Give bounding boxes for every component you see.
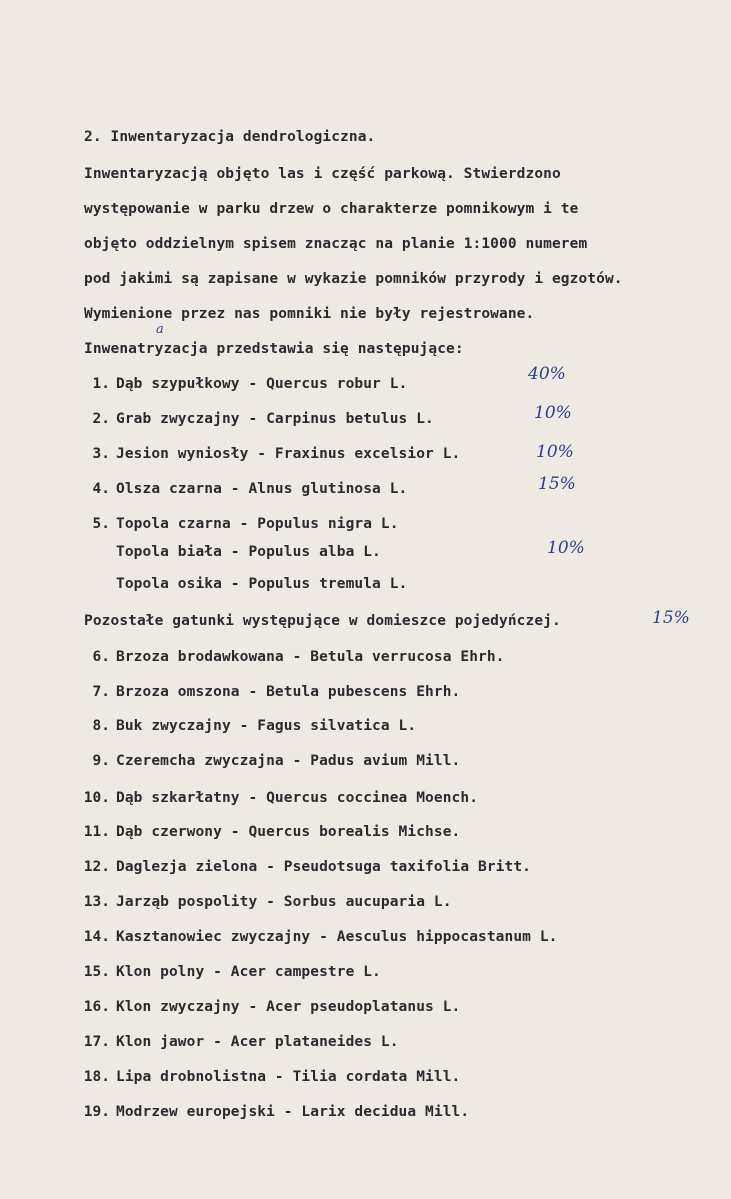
list-intro: Inwenatryzacja przedstawia się następujące: [84, 341, 464, 357]
species-number: 5. [92, 516, 110, 532]
species-name: Modrzew europejski - Larix decidua Mill. [116, 1104, 470, 1120]
intro-line: pod jakimi są zapisane w wykazie pomników przyrody i egzotów. [84, 271, 623, 287]
species-name: Jesion wyniosły - Fraxinus excelsior L. [116, 446, 461, 462]
handwritten-correction: a [156, 322, 164, 337]
remaining-intro: Pozostałe gatunki występujące w domieszce pojedyńczej. [84, 613, 561, 629]
species-name: Topola biała - Populus alba L. [116, 544, 381, 560]
species-name: Daglezja zielona - Pseudotsuga taxifolia Britt. [116, 859, 531, 875]
species-name: Topola osika - Populus tremula L. [116, 576, 408, 592]
species-name: Topola czarna - Populus nigra L. [116, 516, 399, 532]
species-number: 16. [83, 999, 110, 1015]
percentage-annotation: 15% [652, 608, 690, 628]
species-name: Klon zwyczajny - Acer pseudoplatanus L. [116, 999, 461, 1015]
species-number: 10. [83, 790, 110, 806]
species-name: Dąb szkarłatny - Quercus coccinea Moench. [116, 790, 479, 806]
species-number: 9. [92, 753, 110, 769]
species-name: Dąb szypułkowy - Quercus robur L. [116, 376, 408, 392]
species-number: 1. [92, 376, 110, 392]
intro-line: występowanie w parku drzew o charakterze pomnikowym i te [84, 201, 579, 217]
species-number: 15. [83, 964, 110, 980]
species-number: 8. [92, 718, 110, 734]
species-number: 2. [92, 411, 110, 427]
species-name: Brzoza omszona - Betula pubescens Ehrh. [116, 684, 461, 700]
species-name: Klon polny - Acer campestre L. [116, 964, 381, 980]
section-heading: 2. Inwentaryzacja dendrologiczna. [84, 129, 376, 145]
species-number: 4. [92, 481, 110, 497]
species-number: 13. [83, 894, 110, 910]
species-number: 17. [83, 1034, 110, 1050]
species-number: 3. [92, 446, 110, 462]
species-name: Buk zwyczajny - Fagus silvatica L. [116, 718, 417, 734]
species-number: 11. [83, 824, 110, 840]
species-name: Brzoza brodawkowana - Betula verrucosa Ehrh. [116, 649, 505, 665]
species-name: Dąb czerwony - Quercus borealis Michse. [116, 824, 461, 840]
intro-line: objęto oddzielnym spisem znacząc na planie 1:1000 numerem [84, 236, 588, 252]
species-number: 12. [83, 859, 110, 875]
percentage-annotation: 40% [528, 364, 566, 384]
species-name: Lipa drobnolistna - Tilia cordata Mill. [116, 1069, 461, 1085]
species-name: Czeremcha zwyczajna - Padus avium Mill. [116, 753, 461, 769]
species-name: Grab zwyczajny - Carpinus betulus L. [116, 411, 434, 427]
species-number: 7. [92, 684, 110, 700]
percentage-annotation: 15% [538, 474, 576, 494]
species-number: 19. [83, 1104, 110, 1120]
percentage-annotation: 10% [534, 403, 572, 423]
percentage-annotation: 10% [536, 442, 574, 462]
species-name: Kasztanowiec zwyczajny - Aesculus hippocastanum L. [116, 929, 558, 945]
percentage-annotation: 10% [547, 538, 585, 558]
species-name: Olsza czarna - Alnus glutinosa L. [116, 481, 408, 497]
species-number: 18. [83, 1069, 110, 1085]
species-name: Jarząb pospolity - Sorbus aucuparia L. [116, 894, 452, 910]
species-number: 6. [92, 649, 110, 665]
intro-line: Inwentaryzacją objęto las i część parkową. Stwierdzono [84, 166, 561, 182]
species-name: Klon jawor - Acer plataneides L. [116, 1034, 399, 1050]
intro-line: Wymienione przez nas pomniki nie były rejestrowane. [84, 306, 535, 322]
species-number: 14. [83, 929, 110, 945]
